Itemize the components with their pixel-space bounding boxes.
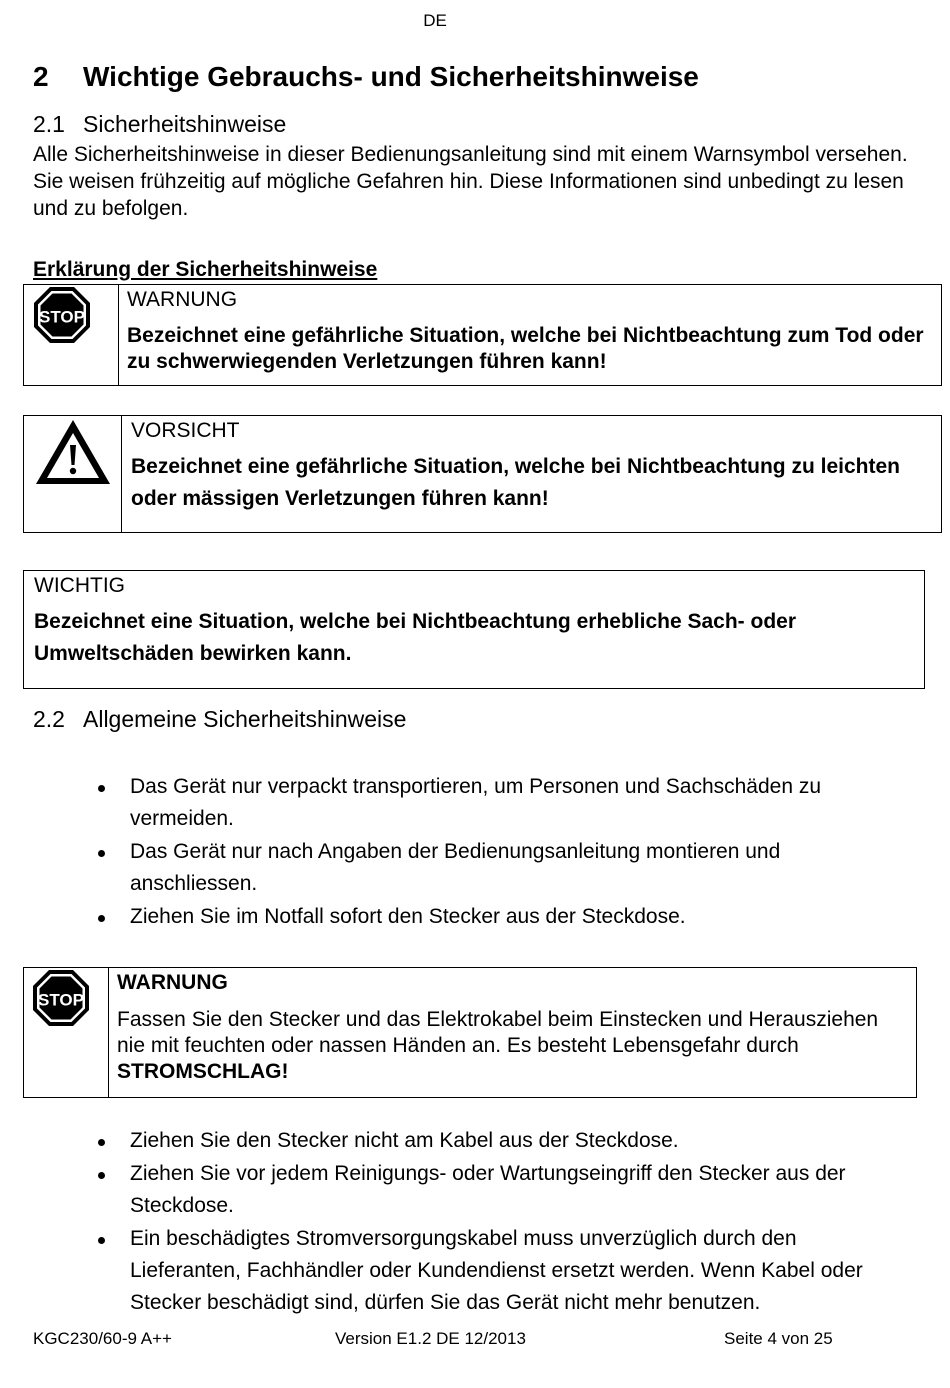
warning-triangle-icon xyxy=(34,418,112,486)
subsection-number: 2.1 xyxy=(33,111,65,137)
list-item-text: Ziehen Sie vor jedem Reinigungs- oder Wartungseingriff den Stecker aus der Steckdose. xyxy=(130,1162,846,1217)
important-text: Bezeichnet eine Situation, welche bei Nichtbeachtung erhebliche Sach- oder Umweltschäden bewirken kann. xyxy=(34,610,796,665)
electric-warning-emphasis: STROMSCHLAG! xyxy=(117,1060,289,1083)
caution-box xyxy=(23,415,942,533)
electric-warning-title: WARNUNG xyxy=(117,971,228,994)
caution-title: VORSICHT xyxy=(131,419,240,442)
stop-sign-icon xyxy=(32,969,90,1027)
list-item xyxy=(0,901,910,933)
important-title: WICHTIG xyxy=(34,574,125,597)
electric-warning-box xyxy=(23,967,917,1098)
bullet-icon xyxy=(98,850,105,857)
bullet-icon xyxy=(98,785,105,792)
bullet-icon xyxy=(98,915,105,922)
list-item-text: Das Gerät nur verpackt transportieren, um Personen und Sachschäden zu vermeiden. xyxy=(130,775,822,830)
list-item-text: Ziehen Sie den Stecker nicht am Kabel aus der Steckdose. xyxy=(130,1129,679,1152)
footer-model: KGC230/60-9 A++ xyxy=(33,1329,172,1348)
stop-sign-label: STOP xyxy=(39,307,85,327)
bullet-icon xyxy=(98,1237,105,1244)
list-item xyxy=(0,1125,910,1157)
bullet-icon xyxy=(98,1139,105,1146)
list-item xyxy=(0,1158,910,1222)
subsection-heading-2-2 xyxy=(33,706,406,733)
warning-title: WARNUNG xyxy=(127,288,238,311)
footer-version: Version E1.2 DE 12/2013 xyxy=(335,1329,526,1348)
list-item-text: Ein beschädigtes Stromversorgungskabel muss unverzüglich durch den Lieferanten, Fachhändler oder Kundendienst ersetzt werden. Wenn Kabel oder Stecker beschädigt sind, dürfen Sie das Gerät nicht mehr benutzen. xyxy=(130,1227,863,1314)
subsection-number: 2.2 xyxy=(33,706,65,732)
list-item-text: Ziehen Sie im Notfall sofort den Stecker aus der Steckdose. xyxy=(130,905,686,928)
explanation-heading: Erklärung der Sicherheitshinweise xyxy=(33,258,378,281)
caution-icon-cell xyxy=(24,416,122,532)
section-heading xyxy=(33,61,699,93)
subsection-title: Allgemeine Sicherheitshinweise xyxy=(83,706,407,732)
warning-icon-cell xyxy=(24,285,119,385)
warning-box xyxy=(23,284,942,386)
subsection-title: Sicherheitshinweise xyxy=(83,111,287,137)
caution-text: Bezeichnet eine gefährliche Situation, welche bei Nichtbeachtung zu leichten oder mässigen Verletzungen führen kann! xyxy=(131,455,900,510)
list-item-text: Das Gerät nur nach Angaben der Bedienungsanleitung montieren und anschliessen. xyxy=(130,840,781,895)
subsection-heading-2-1 xyxy=(33,111,286,138)
list-item xyxy=(0,1223,910,1319)
footer-page-number: Seite 4 von 25 xyxy=(724,1329,833,1348)
safety-bullet-list-2 xyxy=(0,1125,910,1320)
page-language-label: DE xyxy=(423,11,447,30)
electric-warning-text-body: Fassen Sie den Stecker und das Elektrokabel beim Einstecken und Herausziehen nie mit feuchten oder nassen Händen an. Es besteht Lebensgefahr durch xyxy=(117,1008,879,1057)
electric-warning-icon-cell xyxy=(24,968,109,1097)
section-title: Wichtige Gebrauchs- und Sicherheitshinweise xyxy=(83,61,699,92)
bullet-icon xyxy=(98,1172,105,1179)
electric-warning-text xyxy=(117,1007,910,1085)
section-number: 2 xyxy=(33,61,49,92)
important-box xyxy=(23,570,925,689)
safety-bullet-list-1 xyxy=(0,771,910,934)
list-item xyxy=(0,836,910,900)
stop-sign-icon xyxy=(33,286,91,344)
warning-text: Bezeichnet eine gefährliche Situation, welche bei Nichtbeachtung zum Tod oder zu schwerwiegenden Verletzungen führen kann! xyxy=(127,324,924,373)
stop-sign-label: STOP xyxy=(38,990,84,1010)
intro-paragraph: Alle Sicherheitshinweise in dieser Bedienungsanleitung sind mit einem Warnsymbol versehen. Sie weisen frühzeitig auf mögliche Gefahren hin. Diese Informationen sind unbedingt zu lesen und zu befolgen. xyxy=(33,143,908,220)
list-item xyxy=(0,771,910,835)
